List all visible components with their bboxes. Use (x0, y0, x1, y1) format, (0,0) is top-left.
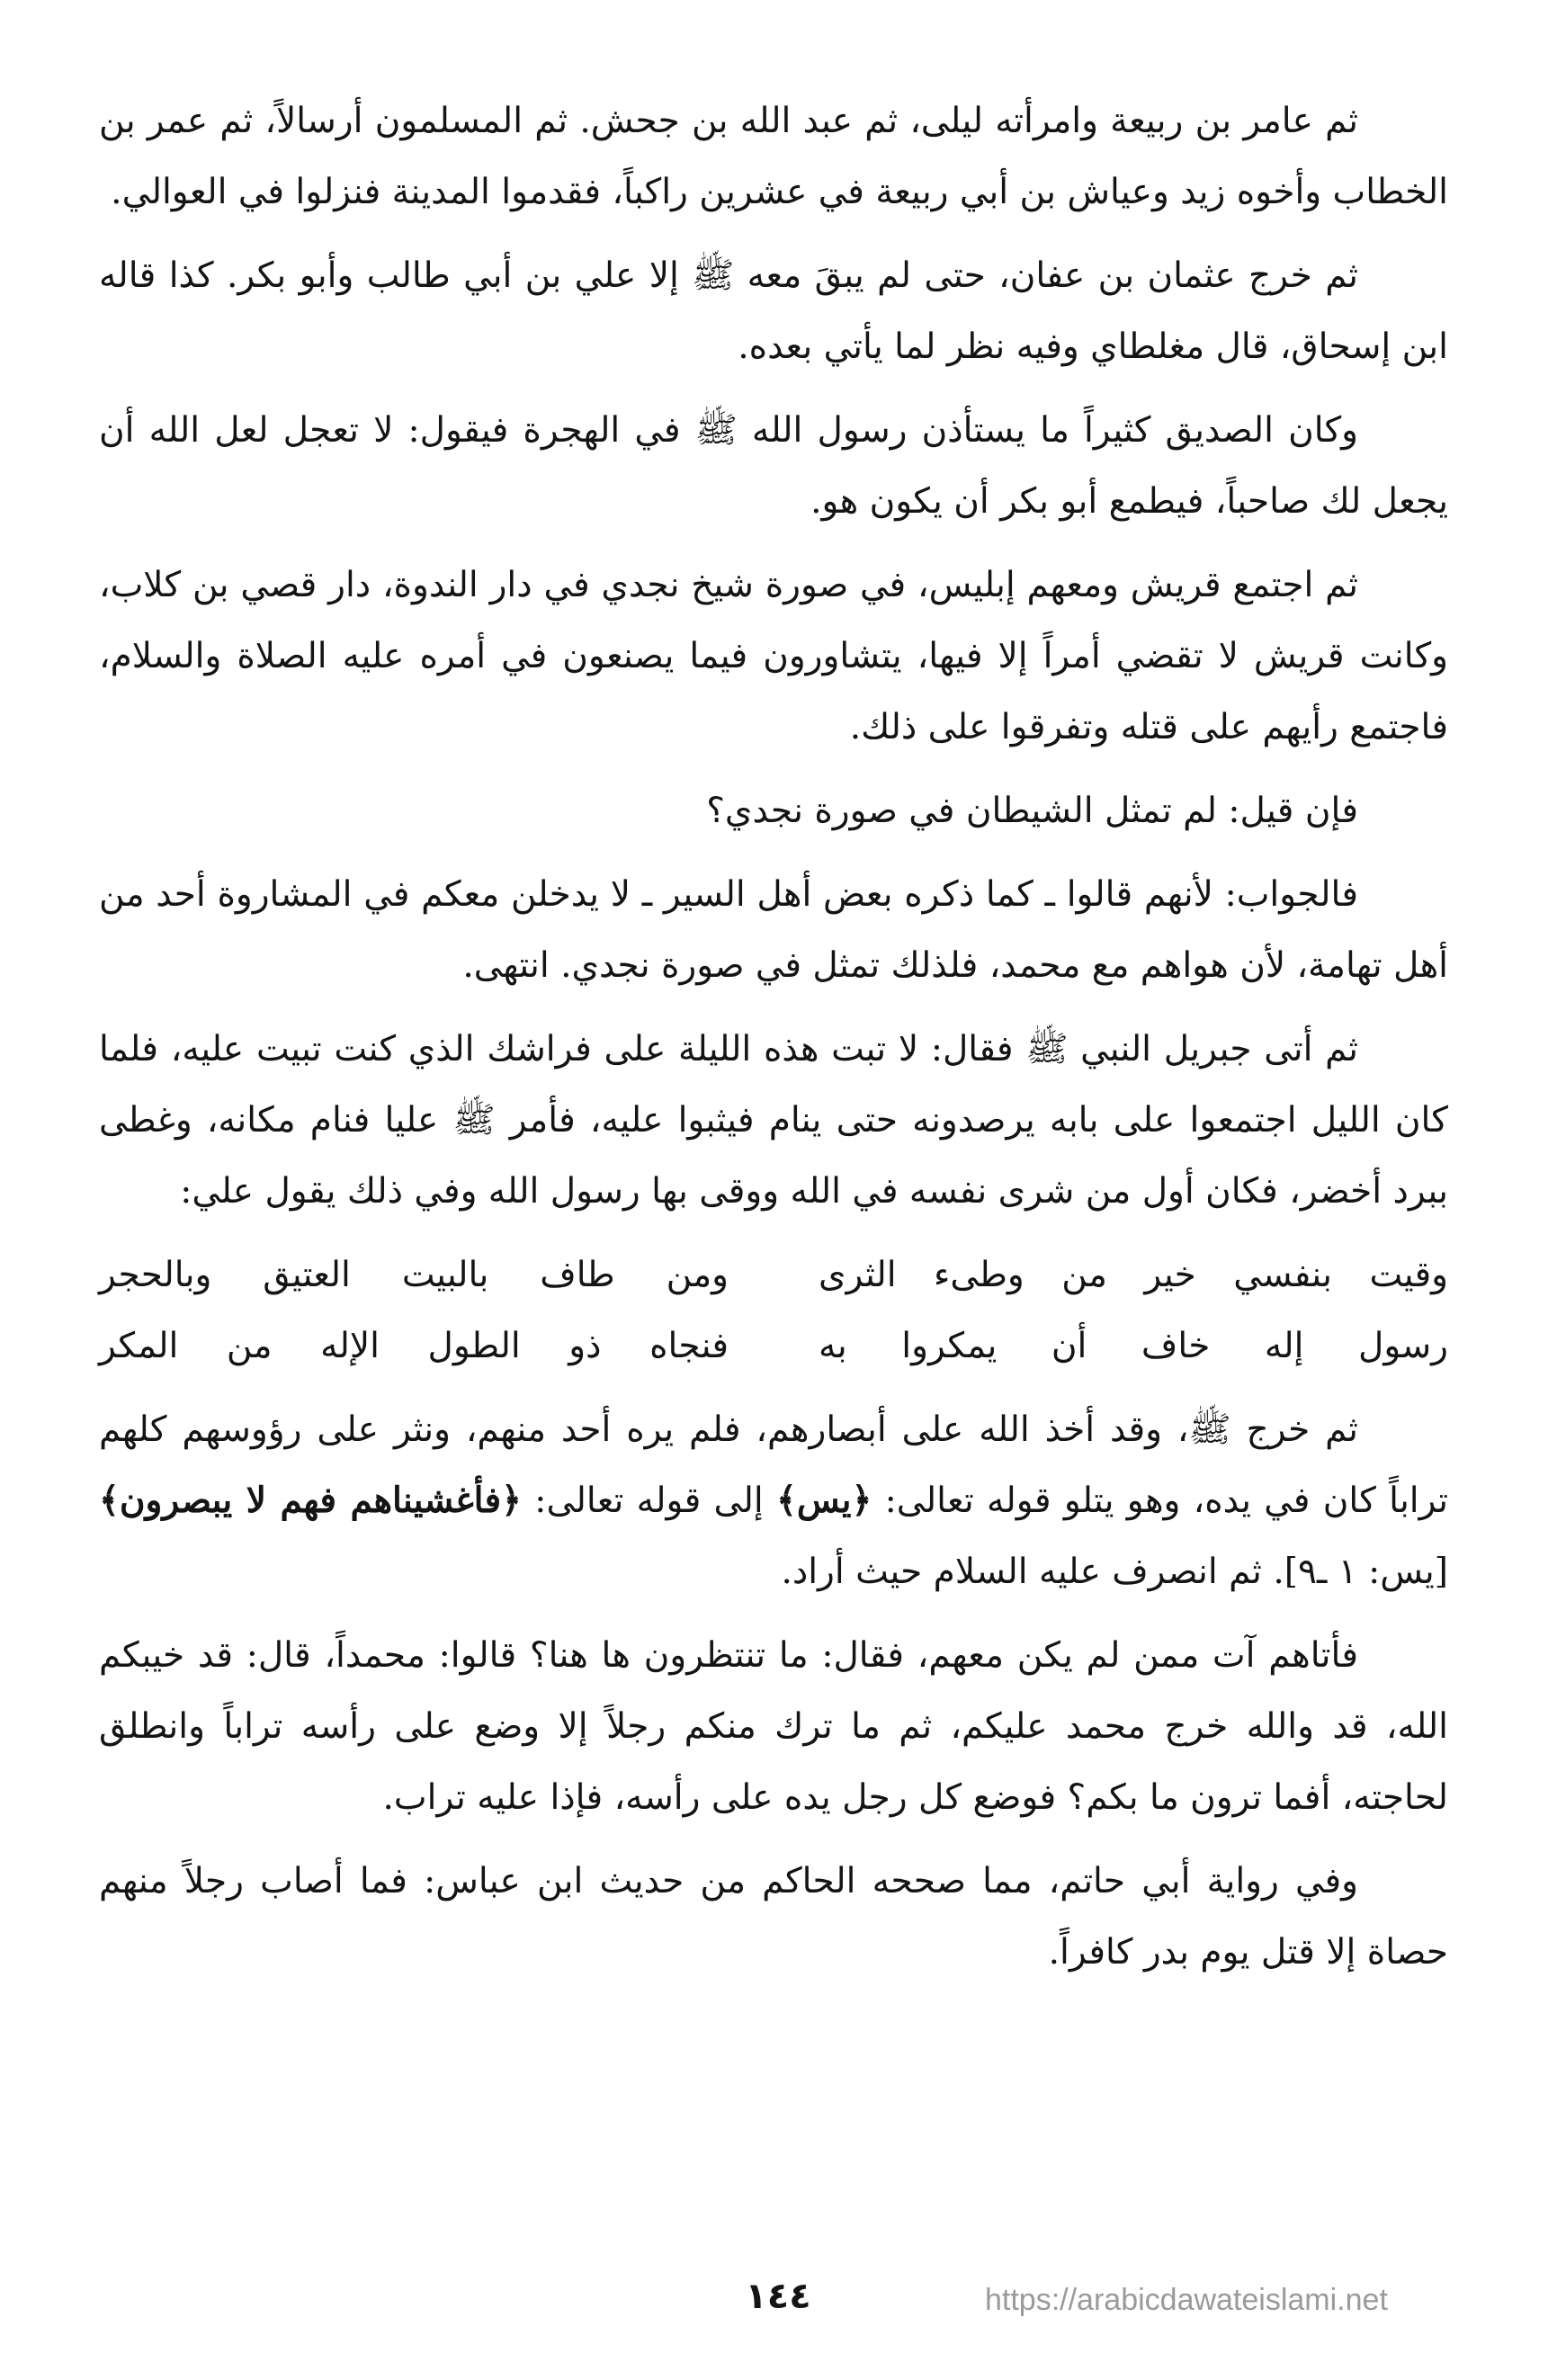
quran-verse-end: ﴿فأغشيناهم فهم لا يبصرون﴾ (99, 1480, 523, 1521)
poem-hemistich-first: رسول إله خاف أن يمكروا به (819, 1326, 1448, 1366)
poem-hemistich-second: فنجاه ذو الطول الإله من المكر (99, 1326, 729, 1366)
poem-line (99, 1311, 1448, 1382)
paragraph-9: وفي رواية أبي حاتم، مما صححه الحاكم من حديث ابن عباس: فما أصاب رجلاً منهم حصاة إلا قتل يوم بدر كافراً. (99, 1861, 1448, 1973)
quran-reference: [يس: ١ ـ٩]. ثم انصرف عليه السلام حيث أراد. (781, 1552, 1448, 1592)
quran-paragraph-text: ثم خرج ﷺ، وقد أخذ الله على أبصارهم، فلم يره أحد منهم، ونثر على رؤوسهم كلهم تراباً كان في يده، وهو يتلو قوله تعالى: (99, 1409, 1449, 1521)
paragraph-3: وكان الصديق كثيراً ما يستأذن رسول الله ﷺ في الهجرة فيقول: لا تعجل لعل الله أن يجعل لك صاحباً، فيطمع أبو بكر أن يكون هو. (99, 410, 1448, 522)
paragraph-8: فأتاهم آت ممن لم يكن معهم، فقال: ما تنتظرون ها هنا؟ قالوا: محمداً، قال: قد خيبكم الله، قد والله خرج محمد عليكم، ثم ما ترك منكم رجلاً إلا وضع على رأسه تراباً وانطلق لحاجته، أفما ترون ما بكم؟ فوضع كل رجل يده على رأسه، فإذا عليه تراب. (99, 1635, 1448, 1818)
watermark-url[interactable]: https://arabicdawateislami.net (985, 2283, 1388, 2317)
paragraph-6: فالجواب: لأنهم قالوا ـ كما ذكره بعض أهل السير ـ لا يدخلن معكم في المشاروة أحد من أهل تهامة، لأن هواهم مع محمد، فلذلك تمثل في صورة نجدي. انتهى. (99, 874, 1448, 986)
page-footer (0, 2276, 1557, 2348)
poem-hemistich-first: وقيت بنفسي خير من وطىء الثرى (819, 1255, 1448, 1295)
poem (99, 1239, 1448, 1382)
poem-line (99, 1239, 1448, 1311)
paragraph-7: ثم أتى جبريل النبي ﷺ فقال: لا تبت هذه الليلة على فراشك الذي كنت تبيت عليه، فلما كان الليل اجتمعوا على بابه يرصدونه حتى ينام فيثبوا عليه، فأمر ﷺ عليا فنام مكانه، وغطى ببرد أخضر، فكان أول من شرى نفسه في الله ووقى بها رسول الله وفي ذلك يقول علي: (99, 1029, 1448, 1212)
paragraph-1: ثم عامر بن ربيعة وامرأته ليلى، ثم عبد الله بن جحش. ثم المسلمون أرسالاً، ثم عمر بن الخطاب وأخوه زيد وعياش بن أبي ربيعة في عشرين راكباً، فقدموا المدينة فنزلوا في العوالي. (99, 101, 1448, 212)
quran-paragraph-text: إلى قوله تعالى: (522, 1481, 777, 1521)
page-body (99, 85, 1448, 2000)
page-number: ١٤٤ (745, 2276, 811, 2317)
paragraph-quran (99, 1394, 1448, 1607)
paragraph-4: ثم اجتمع قريش ومعهم إبليس، في صورة شيخ نجدي في دار الندوة، دار قصي بن كلاب، وكانت قريش لا تقضي أمراً إلا فيها، يتشاورون فيما يصنعون في أمره عليه الصلاة والسلام، فاجتمع رأيهم على قتله وتفرقوا على ذلك. (99, 565, 1448, 747)
quran-verse-start: ﴿يس﴾ (776, 1480, 872, 1521)
poem-hemistich-second: ومن طاف بالبيت العتيق وبالحجر (99, 1255, 729, 1295)
paragraph-5: فإن قيل: لم تمثل الشيطان في صورة نجدي؟ (706, 791, 1358, 831)
paragraph-2: ثم خرج عثمان بن عفان، حتى لم يبقَ معه ﷺ إلا علي بن أبي طالب وأبو بكر. كذا قاله ابن إسحاق، قال مغلطاي وفيه نظر لما يأتي بعده. (99, 255, 1448, 367)
